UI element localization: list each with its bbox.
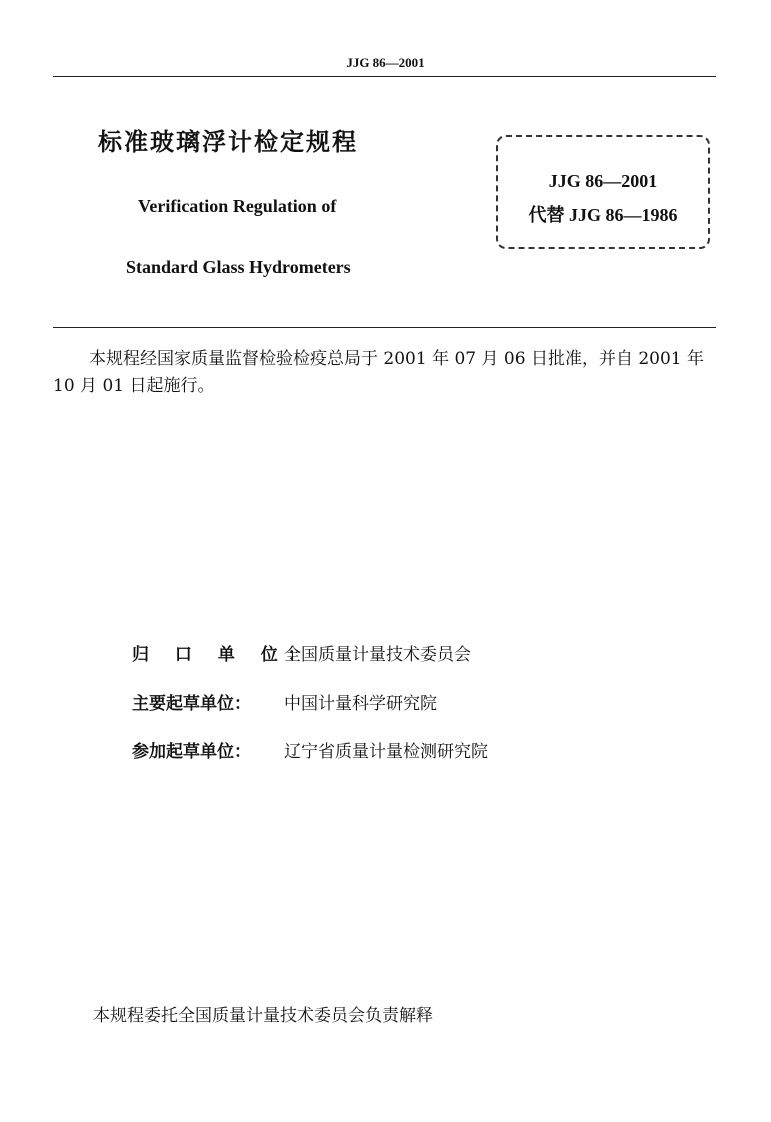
approval-statement: 本规程经国家质量监督检验检疫总局于 2001 年 07 月 06 日批准，并自 2001 年 10 月 01 日起施行。 [53,349,705,396]
header-code: JJG 86—2001 [346,55,425,70]
title-english-line1: Verification Regulation of [138,196,337,216]
interpretation-note: 本规程委托全国质量计量技术委员会负责解释 [93,1006,433,1026]
replaced-standard-code: 代替 JJG 86—1986 [528,205,678,225]
title-english-line2: Standard Glass Hydrometers [126,257,351,277]
org-row-participating-drafter [132,737,488,762]
standard-code-box [496,135,710,249]
org-value: 辽宁省质量计量检测研究院 [284,742,488,762]
org-row-main-drafter [132,689,437,714]
org-label: 归 口 单 位： [132,645,315,665]
org-value: 中国计量科学研究院 [284,694,437,714]
org-value: 全国质量计量技术委员会 [284,645,471,665]
org-row-responsible [132,640,471,665]
org-label: 参加起草单位： [132,742,251,762]
standard-code: JJG 86—2001 [548,171,658,191]
title-chinese: 标准玻璃浮计检定规程 [98,128,358,156]
org-label: 主要起草单位： [132,694,251,714]
title-bottom-rule [53,327,716,328]
header-rule [53,76,716,77]
